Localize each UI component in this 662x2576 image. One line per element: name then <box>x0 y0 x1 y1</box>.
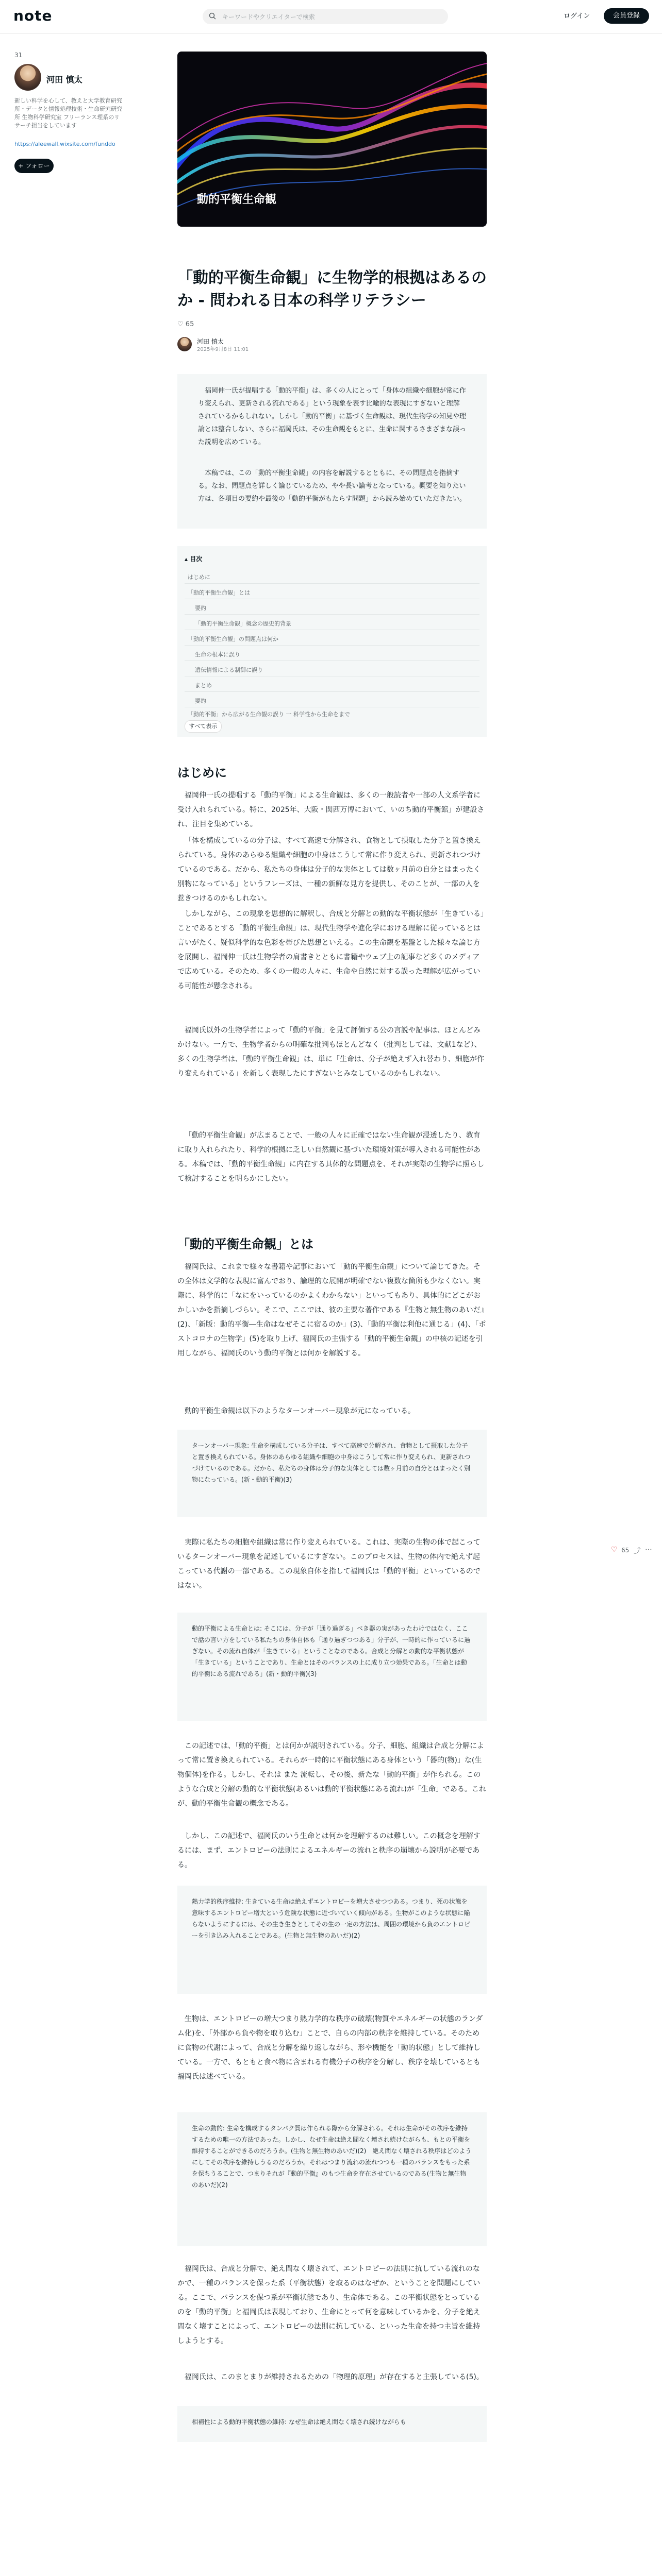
toc-item[interactable]: 「動的平衡生命観」とは <box>188 589 250 596</box>
heart-icon[interactable]: ♡ <box>177 320 184 328</box>
hero-title: 動的平衡生命観 <box>197 193 277 206</box>
quote-text: 動的平衡による生命とは: そこには、分子が「通り過ぎる」べき器の実があったわけではなく、ここで話の言い方をしている私たちの身体自体も「通り過ぎつつある」分子が、一時的に作っているに過ぎない。その流れ自体が「生きている」ということなのである。合成と分解との動的な平衡状態が「生きている」ということであり、生命とはそのバランスの上に成り立つ効果である。「生命とは動的平衡にある流れである」(新・動的平衡)(3) <box>192 1625 471 1677</box>
share-icon[interactable]: ⤴ <box>634 1547 641 1555</box>
quote-text: ターンオーバー現象: 生命を構成している分子は、すべて高速で分解され、食物として摂取した分子と置き換えられている。身体のあらゆる組織や細胞の中身はこうして常に作り変えられ、更新されつづけているのである。だから、私たちの身体は分子的な実体としては数ヶ月前の自分とはまったく別物になっている。(新・動的平衡)(3) <box>192 1442 471 1483</box>
body-paragraph: 福岡氏以外の生物学者によって「動的平衡」を見て評価する公の言説や記事は、ほとんどみかけない。一方で、生物学者からの明確な批判もほとんどなく（批判としては、文献1など）、多くの生物学者は、「動的平衡生命観」は、単に「生命は、分子が絶えず入れ替わり、細胞が作り変えられている」を新しく表現したにすぎないとみなしているのかもしれない。 <box>177 1026 484 1078</box>
body-paragraph: 福岡氏は、合成と分解で、絶え間なく壊されて、エントロピーの法則に抗している流れのなかで、一種のバランスを保った系（平衡状態）を取るのはなぜか、ということを問題にしている。ここで、バランスを保つ系が平衡状態であり、生命体である。この平衡状態をとっているのを「動的平衡」と福岡氏は表現しており、生命にとって何を意味しているかを、分子を絶え間なく壊すことによって、エントロピーの法則に抗している、といった生命を持つ主旨を維持しようとする。 <box>177 2265 481 2345</box>
avatar[interactable] <box>14 64 41 91</box>
profile-name[interactable]: 河田 慎太 <box>46 75 82 84</box>
summary-paragraph: 本稿では、この「動的平衡生命観」の内容を解説するとともに、その問題点を指摘する。なお、問題点を詳しく論じているため、やや長い論考となっている。概要を知りたい方は、各項目の要約や最後の「動的平衡がもたらす問題」から読み始めていただきたい。 <box>198 469 467 503</box>
section-heading: はじめに <box>177 766 227 780</box>
profile-bio: 新しい科学を心して、教えと大学教育研究所・データと情報処理技術・生命研究研究所 生物科学研究室 フリーランス理系のリサーチ担当をしています <box>14 97 122 129</box>
search-placeholder: キーワードやクリエイターで検索 <box>222 13 315 21</box>
like-count: 65 <box>185 320 194 328</box>
toc-item[interactable]: はじめに <box>188 574 210 581</box>
article-title: 「動的平衡生命観」に生物学的根拠はあるのか - 問われる日本の科学リテラシー <box>177 269 487 310</box>
search-box[interactable] <box>203 9 448 24</box>
heart-icon[interactable]: ♡ <box>611 1546 618 1554</box>
toc-divider <box>185 660 479 661</box>
toc-divider <box>185 691 479 692</box>
toc-header-label: 目次 <box>190 555 203 563</box>
like-counter[interactable] <box>177 320 194 328</box>
toc-item[interactable]: 生命の根本に誤り <box>195 651 240 658</box>
avatar[interactable] <box>177 337 192 351</box>
toc-item[interactable]: まとめ <box>195 682 212 689</box>
search-icon <box>209 12 216 20</box>
toc-show-all-button[interactable]: すべて表示 <box>185 720 222 733</box>
toc-item[interactable]: 要約 <box>195 698 206 704</box>
more-options-icon[interactable]: ⋯ <box>645 1546 652 1554</box>
chevron-up-icon: ▴ <box>185 555 188 563</box>
toc-divider <box>185 645 479 646</box>
toc-item[interactable]: 「動的平衡生命観」概念の歴史的背景 <box>195 620 291 627</box>
profile-badge: 31 <box>14 52 23 59</box>
summary-paragraph: 福岡伸一氏が提唱する「動的平衡」は、多くの人にとって「身体の組織や細胞が常に作り変えられ、更新される流れである」という現象を表す比喩的な表現にすぎないと理解されているかもしれない。しかし「動的平衡」に基づく生命観は、現代生物学の知見や理論とは整合しない、さらに福岡氏は、その生命観をもとに、生命に関するさまざまな誤った説明を広めている。 <box>198 387 467 446</box>
quote-block <box>177 2406 487 2442</box>
body-paragraph: 福岡伸一氏の提唱する「動的平衡」による生命観は、多くの一般読者や一部の人文系学者に受け入れられている。特に、2025年、大阪・関西万博において、いのち動的平衡館」が建設され、注目を集めている。 <box>177 791 485 828</box>
body-paragraph: 「体を構成しているの分子は、すべて高速で分解され、食物として摂取した分子と置き換えられている。身体のあらゆる組織や細胞の中身はこうして常に作り変えられ、更新されつづけているのである。だから、私たちの身体は分子的な実体としては数ヶ月前の自分とはまったく別物になっている」というフレーズは、一種の新鮮な見方を提供し、そのことが、一部の人を惹きつけるのかもしれない。 <box>177 837 481 903</box>
note-logo[interactable]: note <box>13 7 53 24</box>
summary-box <box>177 374 487 529</box>
floating-actions <box>611 1546 657 1558</box>
signup-button[interactable]: 会員登録 <box>604 8 649 24</box>
body-paragraph: 「動的平衡生命観」が広まることで、一般の人々に正確ではない生命観が浸透したり、教育に取り入れられたり、科学的根拠に乏しい自然観に基づいた環境対策が導入される可能性がある。本稿では、「動的平衡生命観」に内在する具体的な問題点を、それが実際の生物学に照らして検討することを明らかにしたい。 <box>177 1131 484 1183</box>
quote-text: 熱力学的秩序維持: 生きている生命は絶えずエントロピーを増大させつつある。つまり、死の状態を意味するエントロピー増大という危険な状態に近づいていく傾向がある。生物がこのような状態に陥らないようにするには、その生き生きとしてその生の一定の方法は、周囲の環境から負のエントロピーを引き込み入れることである。(生物と無生物のあいだ)(2) <box>192 1898 471 1939</box>
quote-block <box>177 1613 487 1721</box>
toc-item[interactable]: 「動的平衡生命観」の問題点は何か <box>188 636 278 642</box>
table-of-contents <box>177 546 487 737</box>
toc-item[interactable]: 「動的平衡」から広がる生命観の誤り 一 科学性から生命をまで <box>188 711 350 718</box>
body-paragraph: 福岡氏は、これまで様々な書籍や記事において「動的平衡生命観」について論じてきた。その全体は文学的な表現に富んでおり、論理的な展開が明確でない複数な箇所も少なくない。実際に、科学的に「なにをいっているのかよくわからない」といってもあり、具体的にどこがおかしいかを指摘しづらい。そこで、ここでは、彼の主要な著作である『生物と無生物のあいだ』(2)、「新版：動的平衡―生命はなぜそこに宿るのか」(3)、「動的平衡は利他に通じる」(4)、「ポストコロナの生物学」(5)を取り上げ、福岡氏の主張する「動的平衡生命観」の中核の記述を引用しながら、福岡氏のいう動的平衡とは何かを解説する。 <box>177 1263 486 1358</box>
site-header <box>0 0 662 33</box>
toc-item[interactable]: 遺伝情報による制御に誤り <box>195 667 263 673</box>
follow-button[interactable] <box>14 159 54 173</box>
quote-text: 生命の動的: 生命を構成するタンパク質は作られる際から分解される。それは生命がその秩序を維持するための唯一の方法であった。しかし、なぜ生命は絶え間なく壊され続けながらも、もとの平衡を維持することができるのだろうか。(生物と無生物のあいだ)(2) 絶え間なく壊される秩序はどのようにしてその秩序を維持しうるのだろうか。それはつまり流れの流れつつも一種のバランスをもった系を保ちうることで、つまりそれが『動的平衡』のもつ生命を存在させているのである(生物と無生物のあいだ)(2) <box>192 2125 472 2189</box>
toc-divider <box>185 614 479 615</box>
toc-divider <box>185 583 479 584</box>
body-paragraph: 福岡氏は、このまとまりが維持されるための「物理的原理」が存在すると主張している(5)。 <box>185 2373 484 2381</box>
body-paragraph: 実際に私たちの細胞や組織は常に作り変えられている。これは、実際の生物の体で起こっているターンオーバー現象を記述しているにすぎない。このプロセスは、生物の体内で絶えず起こっている代謝の一部である。この現象自体を指して福岡氏は「動的平衡」といっているのではない。 <box>177 1538 481 1590</box>
body-paragraph: 動的平衡生命観は以下のようなターンオーバー現象が元になっている。 <box>185 1407 416 1415</box>
follow-label: フォロー <box>25 162 50 170</box>
login-link[interactable]: ログイン <box>564 12 590 20</box>
floating-like-count: 65 <box>621 1547 630 1554</box>
body-paragraph: 生物は、エントロピーの増大つまり熱力学的な秩序の破壊(物質やエネルギーの状態のランダム化)を、「外部から負や物を取り込む」ことで、自らの内部の秩序を維持している。そのために食物の代謝によって、合成と分解を繰り返しながら、形や機能を「動的状態」として維持している。一方で、もともと食べ物に含まれる有機分子の秩序を分解し、秩序を壊しているとも福岡氏は述べている。 <box>177 2015 483 2081</box>
quote-text: 相補性による動的平衡状態の維持: なぜ生命は絶え間なく壊され続けながらも <box>192 2418 406 2426</box>
author-name[interactable]: 河田 慎太 <box>197 338 224 345</box>
body-paragraph: しかしながら、この現象を思想的に解釈し、合成と分解との動的な平衡状態が「生きている」ことであるとする「動的平衡生命観」は、現代生物学や進化学における理解に従っているとは言いがたく、疑似科学的な色彩を帯びた思想といえる。この生命観を基盤とした様々な論じ方を展開し、福岡伸一氏は生物学者の肩書きとともに書籍やウェブ上の記事など多くのメディアで広めている。そのため、多くの一般の人々に、生命や自然に対する誤った理解が広がっている可能性が懸念される。 <box>177 910 484 990</box>
hero-image <box>177 52 487 227</box>
body-paragraph: しかし、この記述で、福岡氏のいう生命とは何かを理解するのは難しい。この概念を理解するには、まず、エントロピーの法則によるエネルギーの流れと秩序の崩壊から説明が必要である。 <box>177 1832 481 1869</box>
publish-date: 2025年9月8日 11:01 <box>197 347 249 352</box>
toc-header[interactable] <box>185 554 202 563</box>
toc-item[interactable]: 要約 <box>195 605 206 612</box>
profile-link[interactable]: https://aleewall.wixsite.com/funddo <box>14 141 115 147</box>
quote-block <box>177 2112 487 2246</box>
section-heading: 「動的平衡生命観」とは <box>177 1237 313 1251</box>
plus-icon: + <box>18 162 24 170</box>
quote-block <box>177 1430 487 1517</box>
body-paragraph: この記述では、「動的平衡」とは何かが説明されている。分子、細胞、組織は合成と分解によって常に置き換えられている。それらが一時的に平衡状態にある身体という「器的(物)」な(生物個体)を作る。しかし、それは また 流転し、その後、新たな「動的平衡」が作られる。このような合成と分解の動的な平衡状態(あるいは動的平衡状態にある流れ)が「生命」である。これが、動的平衡生命観の概念である。 <box>177 1742 486 1808</box>
quote-block <box>177 1886 487 1994</box>
